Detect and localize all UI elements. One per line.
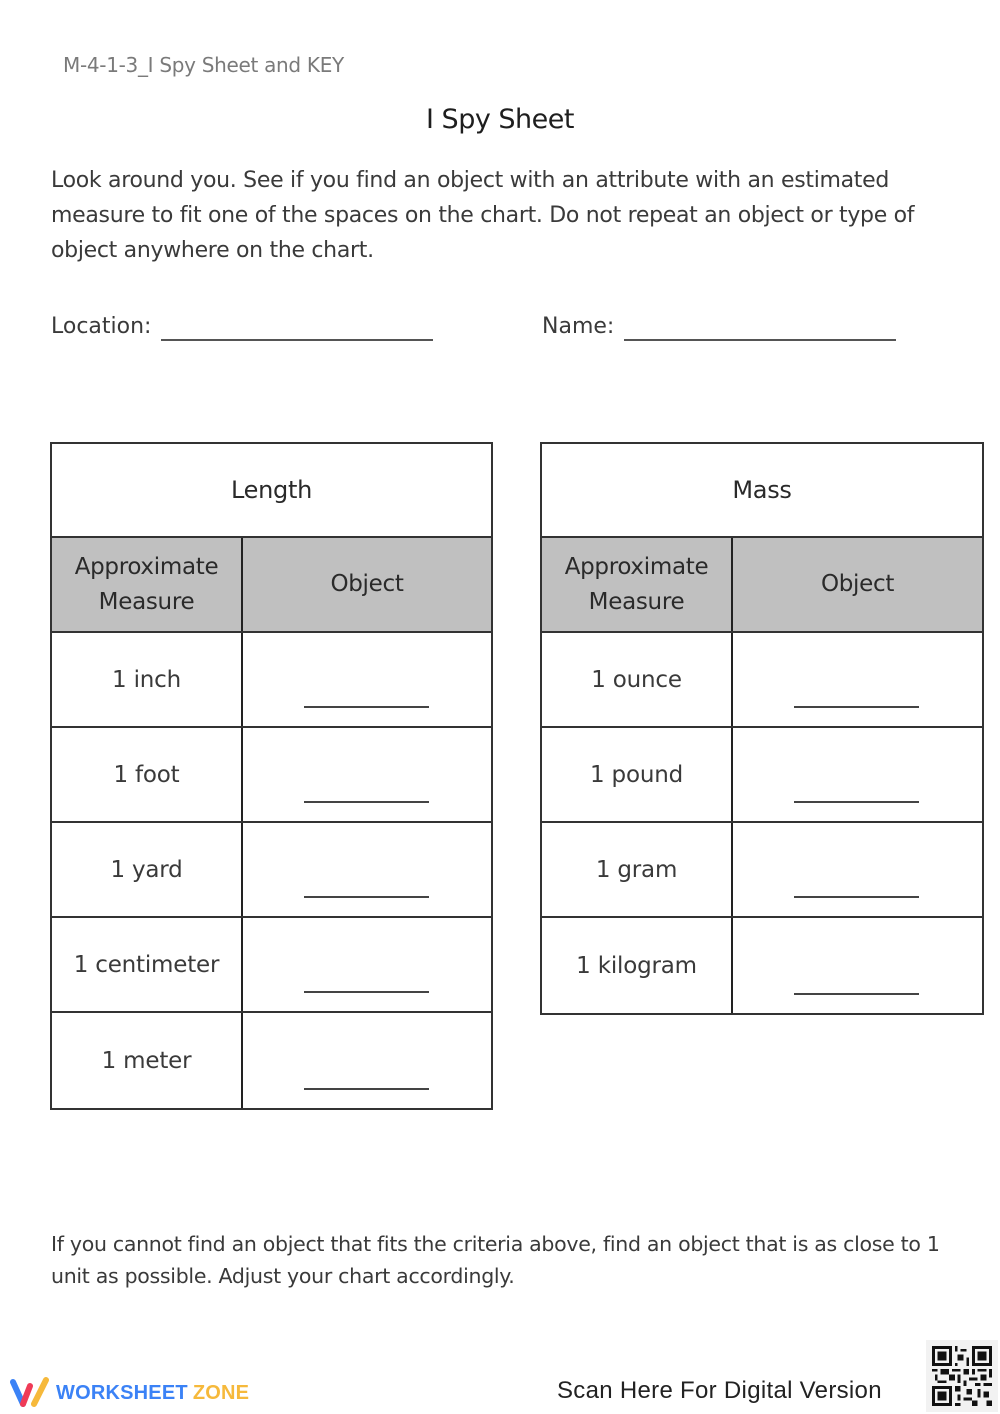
name-field bbox=[542, 314, 896, 339]
column-header-measure: Approximate Measure bbox=[542, 538, 733, 631]
table-row bbox=[52, 728, 491, 823]
object-blank-line[interactable] bbox=[304, 896, 429, 898]
object-cell bbox=[243, 1013, 491, 1108]
object-cell bbox=[243, 823, 491, 916]
object-cell bbox=[733, 823, 982, 916]
table-row bbox=[542, 633, 982, 728]
table-row bbox=[52, 1013, 491, 1108]
name-blank-line[interactable] bbox=[624, 339, 896, 341]
measure-cell: 1 pound bbox=[542, 728, 733, 821]
footnote-text: If you cannot find an object that fits the criteria above, find an object that is as close to 1 unit as possible. Adjust your chart accordingly. bbox=[51, 1232, 940, 1288]
column-header-object: Object bbox=[330, 571, 404, 597]
measure-cell: 1 inch bbox=[52, 633, 243, 726]
brand-name-part2: ZONE bbox=[192, 1381, 250, 1404]
table-row bbox=[542, 823, 982, 918]
table-row bbox=[542, 918, 982, 1013]
object-blank-line[interactable] bbox=[304, 706, 429, 708]
qr-code-icon[interactable] bbox=[926, 1340, 998, 1412]
object-blank-line[interactable] bbox=[794, 801, 919, 803]
measure-cell: 1 foot bbox=[52, 728, 243, 821]
object-blank-line[interactable] bbox=[304, 1088, 429, 1090]
measure-cell: 1 yard bbox=[52, 823, 243, 916]
measure-cell: 1 meter bbox=[52, 1013, 243, 1108]
column-header-measure: Approximate Measure bbox=[52, 538, 243, 631]
length-table-caption: Length bbox=[52, 444, 491, 538]
worksheet-zone-logo[interactable] bbox=[8, 1376, 249, 1410]
object-cell bbox=[733, 633, 982, 726]
object-cell bbox=[243, 633, 491, 726]
object-blank-line[interactable] bbox=[794, 896, 919, 898]
measure-cell: 1 gram bbox=[542, 823, 733, 916]
column-header-object: Object bbox=[820, 571, 895, 597]
object-cell bbox=[733, 728, 982, 821]
object-blank-line[interactable] bbox=[794, 706, 919, 708]
length-table bbox=[50, 442, 493, 1110]
table-row bbox=[52, 823, 491, 918]
instructions-text: Look around you. See if you find an object with an attribute with an estimated measure to fit one of the spaces on the chart. Do not repeat an object or type of object anywhere on the chart. bbox=[51, 168, 915, 263]
mass-table-caption: Mass bbox=[542, 444, 982, 538]
name-label: Name: bbox=[542, 314, 615, 339]
table-header-row bbox=[52, 538, 491, 633]
table-row bbox=[542, 728, 982, 823]
object-blank-line[interactable] bbox=[794, 993, 919, 995]
mass-table bbox=[540, 442, 984, 1015]
location-field bbox=[51, 314, 433, 339]
location-blank-line[interactable] bbox=[161, 339, 433, 341]
object-blank-line[interactable] bbox=[304, 801, 429, 803]
brand-name-part1: WORKSHEET bbox=[56, 1381, 188, 1404]
table-row bbox=[52, 633, 491, 728]
measure-cell: 1 kilogram bbox=[542, 918, 733, 1013]
object-cell bbox=[733, 918, 982, 1013]
object-cell bbox=[243, 728, 491, 821]
location-label: Location: bbox=[51, 314, 152, 339]
scan-instruction: Scan Here For Digital Version bbox=[557, 1377, 882, 1404]
table-row bbox=[52, 918, 491, 1013]
worksheet-zone-w-icon bbox=[8, 1376, 52, 1410]
object-cell bbox=[243, 918, 491, 1011]
measure-cell: 1 ounce bbox=[542, 633, 733, 726]
table-header-row bbox=[542, 538, 982, 633]
object-blank-line[interactable] bbox=[304, 991, 429, 993]
measure-cell: 1 centimeter bbox=[52, 918, 243, 1011]
document-id: M-4-1-3_I Spy Sheet and KEY bbox=[63, 53, 344, 77]
page-title: I Spy Sheet bbox=[426, 104, 574, 135]
